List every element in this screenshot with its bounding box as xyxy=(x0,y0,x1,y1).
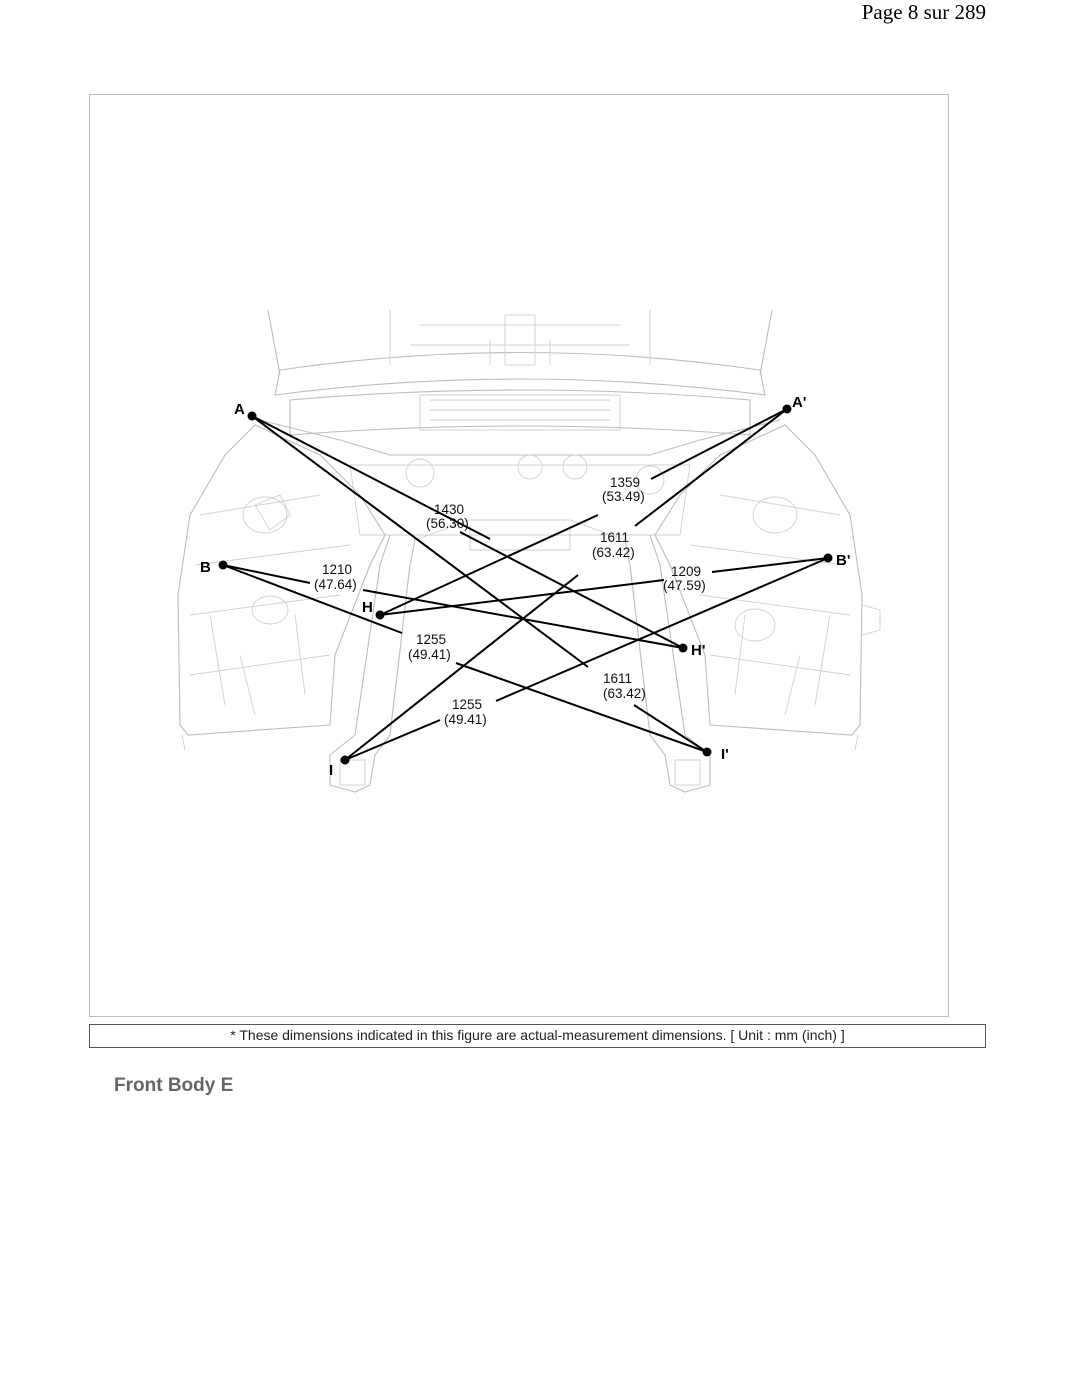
point-label-h-prime: H' xyxy=(691,642,706,659)
dim-a-iprime-inch: (63.42) xyxy=(603,686,646,701)
figure-caption: * These dimensions indicated in this figure are actual-measurement dimensions. [ Unit : mm (inch) ] xyxy=(89,1024,986,1048)
dim-b-hprime-mm: 1210 xyxy=(322,562,353,577)
point-b-dot xyxy=(219,561,228,570)
dim-aprime-i-inch: (63.42) xyxy=(592,545,635,560)
point-label-a-prime: A' xyxy=(792,394,807,411)
point-label-h: H xyxy=(362,599,373,616)
point-labels xyxy=(200,394,850,779)
point-label-b: B xyxy=(200,559,211,576)
dim-bprime-h-mm: 1209 xyxy=(671,564,702,579)
point-a-prime-dot xyxy=(783,405,792,414)
point-label-b-prime: B' xyxy=(836,552,851,569)
point-a-dot xyxy=(248,412,257,421)
dim-a-hprime-mm: 1430 xyxy=(434,502,465,517)
point-h-dot xyxy=(376,611,385,620)
dim-bprime-i-mm: 1255 xyxy=(452,697,483,712)
page-number: Page 8 sur 289 xyxy=(861,0,986,24)
line-aprime-h-1 xyxy=(651,409,787,479)
line-bprime-h-2 xyxy=(380,580,664,615)
dim-b-hprime-inch: (47.64) xyxy=(314,577,357,592)
line-a-iprime-2 xyxy=(634,705,707,752)
section-title: Front Body E xyxy=(114,1075,234,1096)
front-body-diagram xyxy=(89,94,949,1017)
dim-bprime-h-inch: (47.59) xyxy=(663,578,706,593)
front-body-drawing xyxy=(90,95,950,1018)
point-h-prime-dot xyxy=(679,644,688,653)
line-b-hprime-1 xyxy=(223,565,310,583)
dim-a-iprime-mm: 1611 xyxy=(603,671,633,686)
point-label-i-prime: I' xyxy=(721,746,729,763)
dim-bprime-i-inch: (49.41) xyxy=(444,712,487,727)
dim-b-iprime-inch: (49.41) xyxy=(408,647,451,662)
dim-a-hprime-inch: (56.30) xyxy=(426,516,469,531)
car-body-outline xyxy=(178,310,880,792)
measurement-points xyxy=(219,405,833,765)
dim-b-iprime-mm: 1255 xyxy=(416,632,447,647)
point-i-dot xyxy=(341,756,350,765)
line-b-iprime-2 xyxy=(456,663,707,752)
line-aprime-i-2 xyxy=(345,575,578,760)
dim-aprime-i-mm: 1611 xyxy=(600,530,630,545)
dim-aprime-h-mm: 1359 xyxy=(610,475,641,490)
point-i-prime-dot xyxy=(703,748,712,757)
point-label-i: I xyxy=(329,762,334,779)
line-b-hprime-2 xyxy=(363,590,683,648)
line-a-iprime-1 xyxy=(252,416,588,667)
line-bprime-i-2 xyxy=(345,720,440,760)
point-label-a: A xyxy=(234,401,245,418)
dim-aprime-h-inch: (53.49) xyxy=(602,489,645,504)
point-b-prime-dot xyxy=(824,554,833,563)
line-a-hprime-2 xyxy=(460,532,683,648)
line-aprime-i-1 xyxy=(635,409,787,526)
